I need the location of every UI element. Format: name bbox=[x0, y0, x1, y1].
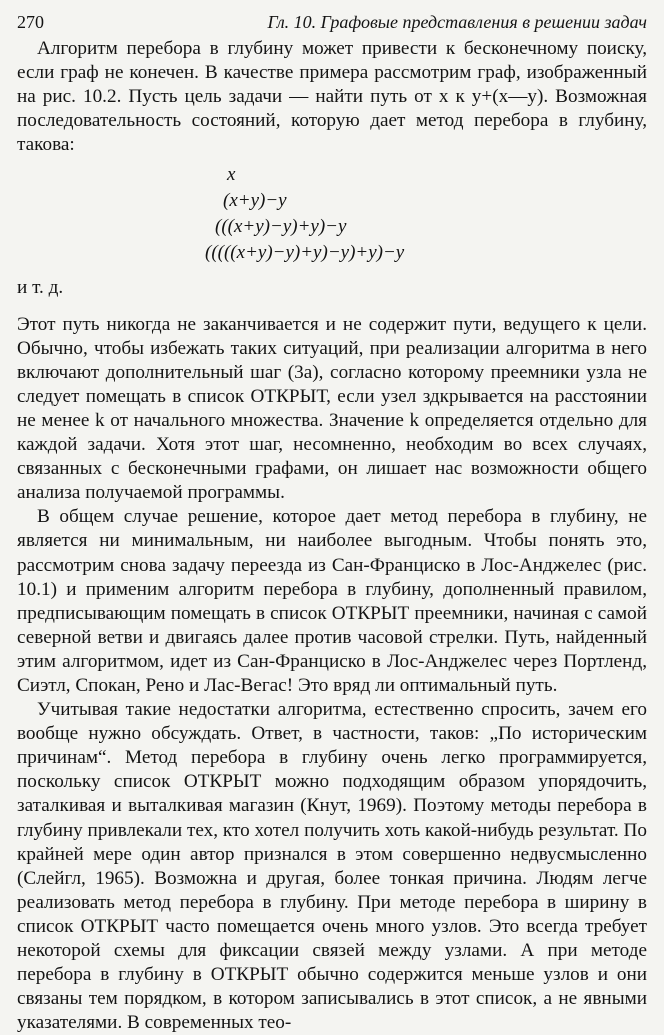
paragraph-2: Этот путь никогда не заканчивается и не содержит пути, ведущего к цели. Обычно, чтобы избежать таких ситуаций, при реализации алгоритма в него включают дополнительный шаг (3а), согласно которому преемники узла не следует помещать в список ОТКРЫТ, если узел здкрывается на расстоянии не менее k от начального множества. Значение k определяется отдельно для каждой задачи. Хотя этот шаг, несомненно, необходим во всех случаях, связанных с бесконечными графами, он лишает нас возможности общего анализа получаемой программы. bbox=[17, 313, 647, 504]
page-header bbox=[17, 12, 647, 36]
formula-line: x bbox=[227, 164, 236, 186]
etc-line: и т. д. bbox=[17, 277, 64, 299]
paragraph-3: В общем случае решение, которое дает метод перебора в глубину, не является ни минимальным, ни наиболее выгодным. Чтобы понять это, рассмотрим снова задачу переезда из Сан-Франциско в Лос-Анджелес (рис. 10.1) и применим алгоритм перебора в глубину, дополненный правилом, предписывающим помещать в список ОТКРЫТ преемники, начиная с самой северной ветви и двигаясь далее против часовой стрелки. Путь, найденный этим алгоритмом, идет из Сан-Франциско в Лос-Анджелес через Портленд, Сиэтл, Спокан, Рено и Лас-Вегас! Это вряд ли оптимальный путь. bbox=[17, 506, 647, 696]
page-number: 270 bbox=[17, 12, 44, 32]
formula-block bbox=[17, 162, 647, 266]
formula-line: (((((x+y)−y)+y)−y)+y)−y bbox=[205, 242, 405, 264]
formula-line: (x+y)−y bbox=[223, 190, 287, 212]
page-body bbox=[17, 37, 647, 1035]
paragraph-1: Алгоритм перебора в глубину может привести к бесконечному поиску, если граф не конечен. В качестве примера рассмотрим граф, изображенный на рис. 10.2. Пусть цель задачи — найти путь от x к y+(x—y). Возможная последовательность состояний, которую дает метод перебора в глубину, такова: bbox=[17, 38, 647, 156]
formula-line: (((x+y)−y)+y)−y bbox=[215, 216, 347, 238]
running-title: Гл. 10. Графовые представления в решении задач bbox=[267, 12, 647, 32]
paragraph-4: Учитывая такие недостатки алгоритма, естественно спросить, зачем его вообще нужно обсуждать. Ответ, в частности, таков: „По историческим причинам“. Метод перебора в глубину очень легко программируется, поскольку список ОТКРЫТ можно подходящим образом упорядочить, заталкивая и выталкивая магазин (Кнут, 1969). Поэтому методы перебора в глубину привлекали тех, кто хотел получить хоть какой-нибудь результат. По крайней мере один автор признался в этом совершенно недвусмысленно (Слейгл, 1965). Возможна и другая, более тонкая причина. Людям легче реализовать метод перебора в глубину. При методе перебора в ширину в список ОТКРЫТ часто помещается очень много узлов. Это всегда требует некоторой схемы для фиксации связей между узлами. А при методе перебора в глубину в ОТКРЫТ обычно содержится меньше узлов и они связаны тем порядком, в котором записывались в этот список, а не явными указателями. В современных тео- bbox=[17, 699, 647, 1034]
